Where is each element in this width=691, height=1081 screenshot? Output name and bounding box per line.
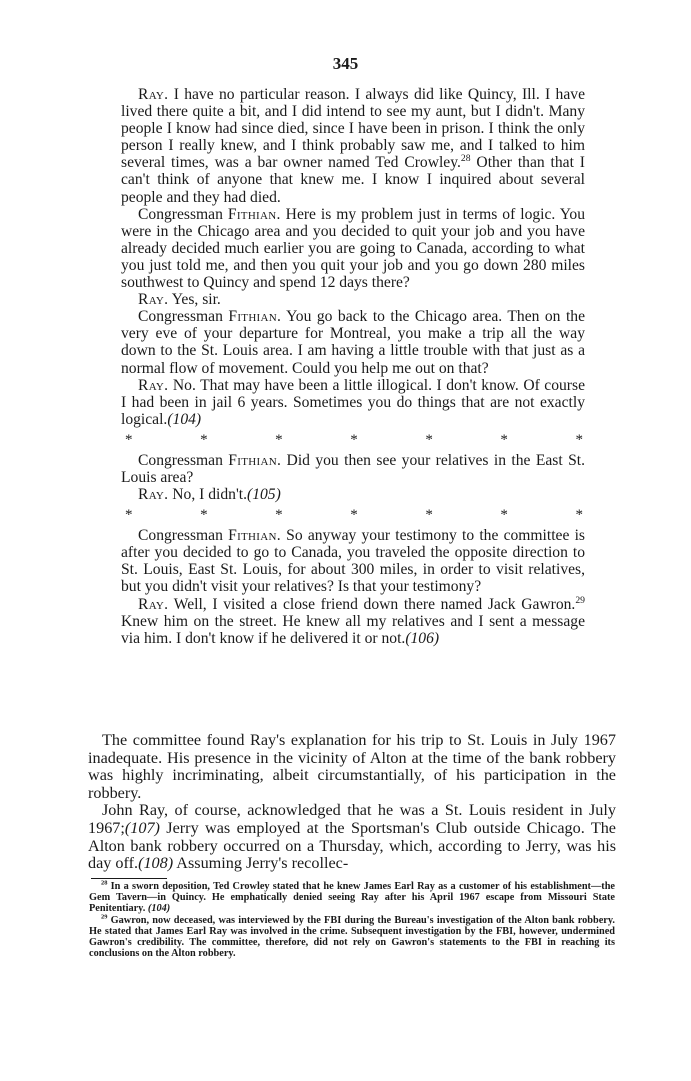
footnote-text: In a sworn deposition, Ted Crowley stated that he knew James Earl Ray as a customer of his establishment—the Gem Tavern—in Quincy. He emphatically denied seeing Ray after his April 1967 escape from Missouri State Penitentiary. — [89, 881, 615, 915]
star-mark: * — [200, 431, 208, 448]
footnote-marker: 28 — [460, 153, 471, 165]
record-reference: (108) — [138, 854, 174, 873]
speaker-title: Congressman — [138, 205, 228, 223]
star-mark: * — [200, 507, 208, 524]
star-mark: * — [500, 507, 508, 524]
testimony-paragraph — [121, 486, 585, 503]
narrative-block — [88, 732, 616, 873]
footnote-text: Gawron, now deceased, was interviewed by the FBI during the Bureau's investigation of the Alton bank robbery. He stated that James Earl Ray was involved in the crime. Subsequent investigation by the FBI, however, undermined Gawron's credibility. The committee, therefore, did not rely on Gawron's statements to the FBI in reaching its conclusions on the Alton robbery. — [89, 914, 615, 960]
speaker-title: Congressman — [138, 527, 229, 545]
footnote-marker: 29 — [575, 594, 585, 606]
star-mark: * — [350, 507, 358, 524]
star-mark: * — [425, 507, 433, 524]
testimony-paragraph — [121, 206, 585, 291]
testimony-text: You go back to the Chicago area. Then on the very eve of your departure for Montreal, you make a trip all the way down to the St. Louis area. I am having a little trouble with that just as a normal flow of movement. Could you help me out on that? — [121, 308, 585, 377]
footnote-number: 28 — [101, 879, 108, 887]
star-mark: * — [575, 431, 583, 448]
testimony-text: No. That may have been a little illogical. I don't know. Of course I had been in jail 6 years. Sometimes you do things that are not exactly logical. — [121, 376, 585, 428]
record-reference: (107) — [124, 818, 160, 837]
testimony-text: I have no particular reason. I always did like Quincy, Ill. I have lived there quite a bit, and I did intend to see my aunt, but I didn't. Many people I know had since died, since I have been in prison. I think the only person I really knew, and I think probably saw me, and I talked to him several times, was a bar owner named Ted Crowley. — [121, 86, 585, 172]
narrative-paragraph: The committee found Ray's explanation for his trip to St. Louis in July 1967 inadequate. His presence in the vicinity of Alton at the time of the bank robbery was highly incriminating, albeit circumstantially, of his participation in the robbery. — [88, 731, 616, 802]
speaker-title: Congressman — [138, 451, 229, 469]
star-mark: * — [425, 431, 433, 448]
star-mark: * — [275, 507, 283, 524]
star-mark: * — [500, 431, 508, 448]
narrative-paragraph — [88, 802, 616, 872]
star-mark: * — [575, 507, 583, 524]
speaker-name: Fithian. — [227, 205, 281, 223]
footnote — [89, 915, 615, 960]
star-mark: * — [125, 507, 133, 524]
testimony-text: Here is my problem just in terms of logic. You were in the Chicago area and you decided to quit your job and you have already decided much earlier you are going to Canada, according to what you just told me, and then you quit your job and you go down 280 miles southwest to Quincy and spend 12 days there? — [121, 205, 585, 292]
page-number: 345 — [332, 54, 359, 73]
speaker-name: Ray. — [138, 595, 169, 613]
testimony-paragraph — [121, 377, 585, 428]
record-reference: (104) — [167, 410, 202, 428]
testimony-text: Knew him on the street. He knew all my relatives and I sent a message via him. I don't know if he delivered it or not. — [121, 612, 585, 647]
testimony-paragraph — [121, 308, 585, 376]
record-reference: (106) — [405, 629, 440, 647]
footnote-number: 29 — [101, 913, 108, 921]
footnote — [89, 881, 615, 915]
testimony-text: No, I didn't. — [168, 486, 247, 504]
speaker-name: Fithian. — [228, 527, 281, 545]
testimony-paragraph — [121, 291, 585, 308]
testimony-text: Did you then see your relatives in the East St. Louis area? — [121, 451, 585, 486]
testimony-paragraph — [121, 452, 585, 486]
narrative-text: Assuming Jerry's recollec- — [173, 854, 349, 873]
testimony-block — [121, 86, 585, 647]
record-reference: (105) — [247, 486, 281, 504]
testimony-text: So anyway your testimony to the committee is after you decided to go to Canada, you traveled the opposite direction to St. Louis, East St. Louis, for about 300 miles, in order to visit relatives, but you didn't visit your relatives? Is that your testimony? — [121, 527, 585, 596]
star-mark: * — [275, 431, 283, 448]
narrative-text: John Ray, of course, acknowledged that he was a St. Louis resident in July 1967; — [88, 801, 616, 837]
testimony-paragraph — [121, 527, 585, 595]
speaker-name: Ray. — [138, 376, 169, 394]
speaker-name: Ray. — [138, 486, 169, 504]
ellipsis-stars — [121, 428, 585, 452]
testimony-paragraph — [121, 86, 585, 206]
testimony-text: Well, I visited a close friend down there named Jack Gawron. — [168, 595, 576, 613]
footnotes-block — [89, 881, 615, 959]
testimony-text: Yes, sir. — [168, 291, 221, 309]
speaker-name: Ray. — [138, 291, 169, 309]
star-mark: * — [350, 431, 358, 448]
narrative-text: Jerry was employed at the Sportsman's Club outside Chicago. The Alton bank robbery occurred on a Thursday, which, according to Jerry, was his day off. — [88, 818, 616, 873]
ellipsis-stars — [121, 503, 585, 527]
speaker-name: Fithian. — [228, 308, 282, 326]
star-mark: * — [125, 431, 133, 448]
speaker-title: Congressman — [138, 308, 229, 326]
testimony-text: Other than that I can't think of anyone that knew me. I know I inquired about several people and they had died. — [121, 154, 585, 206]
record-reference: (104) — [147, 903, 171, 915]
speaker-name: Ray. — [138, 86, 169, 103]
testimony-paragraph — [121, 596, 585, 647]
speaker-name: Fithian. — [228, 451, 282, 469]
